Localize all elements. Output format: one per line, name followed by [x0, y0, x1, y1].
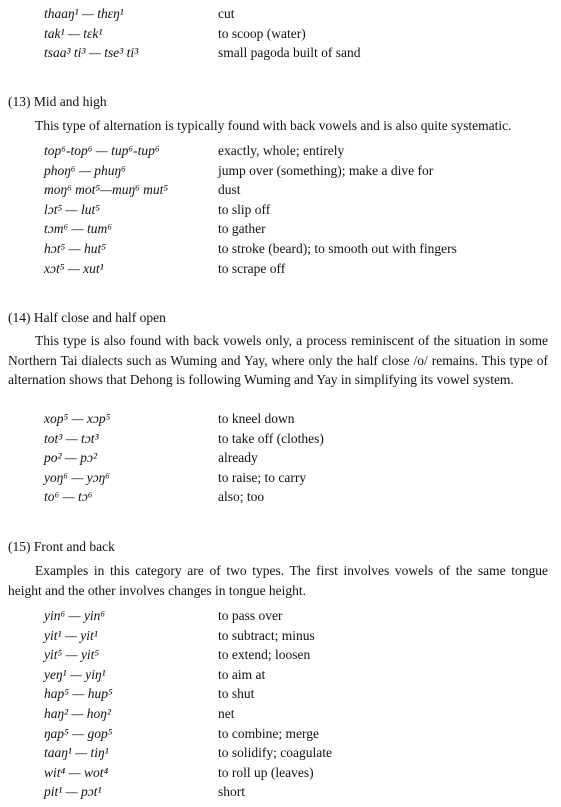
example-row: [0, 409, 561, 429]
example-form: yeŋ¹ — yiŋ¹: [44, 666, 106, 682]
section-13-text: [8, 116, 548, 136]
example-form: yit¹ — yit¹: [44, 627, 98, 643]
example-gloss: to kneel down: [218, 411, 295, 426]
section-14-heading: (14) Half close and half open: [8, 310, 166, 325]
example-row: [0, 180, 561, 200]
example-gloss: to combine; merge: [218, 725, 319, 741]
section-15-examples: [0, 606, 561, 802]
section-14-text: [8, 331, 548, 390]
example-gloss: short: [218, 784, 245, 800]
example-form: hap⁵ — hup⁵: [44, 686, 113, 702]
example-form: wit⁴ — wot⁴: [44, 764, 109, 780]
section-15-text-body: Examples in this category are of two types. The first involves vowels of the same tongue height and the other involves changes in tongue height.: [8, 563, 548, 598]
example-row: [0, 684, 561, 704]
example-gloss: net: [218, 705, 235, 721]
example-gloss: dust: [218, 182, 241, 198]
example-row: [0, 448, 561, 468]
example-gloss: to slip off: [218, 201, 271, 217]
example-form: top⁶-top⁶ — tup⁶-tup⁶: [44, 143, 160, 158]
section-15-heading: (15) Front and back: [8, 539, 115, 554]
example-row: [0, 141, 561, 161]
example-gloss: to subtract; minus: [218, 627, 315, 643]
example-row: [0, 724, 561, 744]
section-14-text-body: This type is also found with back vowels only, a process reminiscent of the situation in some Northern Tai dialects such as Wuming and Yay, where only the half close /o/ remains. This type of alternation shows that Dehong is following Wuming and Yay in simplifying its vowel system.: [8, 333, 548, 388]
example-row: [0, 665, 561, 685]
example-form: po² — pɔ²: [44, 450, 98, 466]
example-row: [0, 200, 561, 220]
example-gloss: to scoop (water): [218, 25, 306, 41]
example-gloss: to shut: [218, 686, 255, 702]
example-gloss: to extend; loosen: [218, 647, 311, 663]
top-examples: [0, 4, 561, 63]
example-row: [0, 645, 561, 665]
example-form: hɔt⁵ — hut⁵: [44, 240, 106, 256]
example-gloss: small pagoda built of sand: [218, 45, 361, 61]
example-gloss: already: [218, 450, 258, 466]
example-gloss: to stroke (beard); to smooth out with fingers: [218, 240, 457, 256]
example-form: tsaa³ ti³ — tse³ ti³: [44, 45, 139, 61]
example-form: yit⁵ — yit⁵: [44, 647, 100, 663]
example-form: ŋap⁵ — gop⁵: [44, 725, 113, 741]
example-gloss: to raise; to carry: [218, 469, 307, 485]
example-gloss: to aim at: [218, 666, 266, 682]
example-form: haŋ² — hoŋ²: [44, 705, 111, 721]
section-15-text: [8, 561, 548, 600]
example-gloss: jump over (something); make a dive for: [218, 162, 434, 178]
example-row: [0, 487, 561, 507]
example-row: [0, 4, 561, 24]
example-form: yin⁶ — yin⁶: [44, 608, 106, 623]
example-gloss: cut: [218, 6, 235, 21]
example-row: [0, 763, 561, 783]
example-gloss: exactly, whole; entirely: [218, 143, 345, 158]
example-row: [0, 259, 561, 279]
example-form: tɔm⁶ — tum⁶: [44, 221, 112, 237]
example-form: moŋ⁶ mot⁵—muŋ⁶ mut⁵: [44, 182, 169, 198]
example-row: [0, 219, 561, 239]
example-gloss: to take off (clothes): [218, 430, 324, 446]
example-row: [0, 43, 561, 63]
example-form: tot³ — tɔt³: [44, 430, 99, 446]
section-13-examples: [0, 141, 561, 278]
example-row: [0, 161, 561, 181]
example-row: [0, 429, 561, 449]
example-form: pit¹ — pɔt¹: [44, 784, 102, 800]
example-gloss: to roll up (leaves): [218, 764, 314, 780]
section-13-text-body: This type of alternation is typically found with back vowels and is also quite systematic.: [35, 118, 512, 133]
example-form: xɔt⁵ — xut¹: [44, 260, 104, 276]
example-row: [0, 704, 561, 724]
example-row: [0, 626, 561, 646]
example-gloss: also; too: [218, 489, 265, 505]
example-form: thaaŋ¹ — thɛŋ¹: [44, 6, 124, 21]
example-row: [0, 606, 561, 626]
example-row: [0, 782, 561, 802]
example-form: lɔt⁵ — lut⁵: [44, 201, 100, 217]
example-gloss: to gather: [218, 221, 266, 237]
example-form: to⁶ — tɔ⁶: [44, 489, 93, 505]
example-form: tak¹ — tɛk¹: [44, 25, 103, 41]
example-form: xop⁵ — xɔp⁵: [44, 411, 111, 426]
section-14-examples: [0, 409, 561, 507]
example-row: [0, 743, 561, 763]
example-form: taaŋ¹ — tiŋ¹: [44, 745, 109, 761]
example-row: [0, 24, 561, 44]
example-gloss: to scrape off: [218, 260, 286, 276]
example-gloss: to pass over: [218, 608, 283, 623]
example-gloss: to solidify; coagulate: [218, 745, 332, 761]
example-row: [0, 468, 561, 488]
section-13-heading: (13) Mid and high: [8, 94, 107, 109]
example-row: [0, 239, 561, 259]
example-form: phoŋ⁶ — phuŋ⁶: [44, 162, 126, 178]
example-form: yoŋ⁶ — yɔŋ⁶: [44, 469, 110, 485]
